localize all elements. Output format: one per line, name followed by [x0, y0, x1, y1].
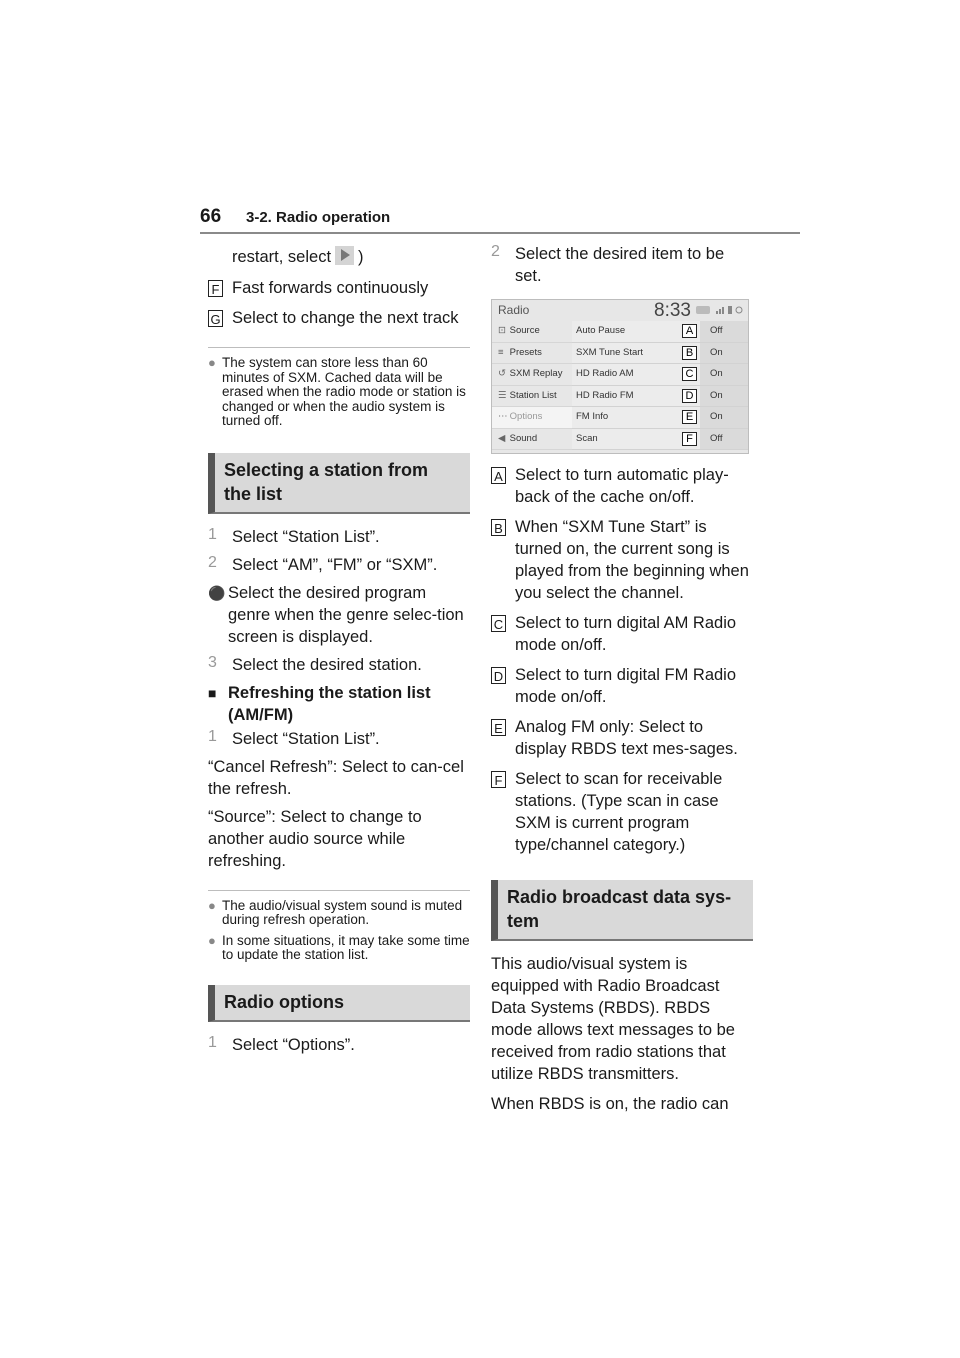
callout-e: E	[682, 410, 697, 424]
screen-clock: 8:33	[654, 300, 691, 321]
toggle-value[interactable]: On	[700, 386, 749, 407]
radio-options-screenshot	[491, 299, 749, 454]
option-row-fm-info[interactable]: FM Info E On	[572, 407, 749, 429]
note-block-1	[208, 347, 470, 429]
option-row-sxm-tune-start[interactable]: SXM Tune Start B On	[572, 343, 749, 365]
step-2-right: 2 Select the desired item to be set.	[491, 243, 725, 285]
option-row-hd-radio-am[interactable]: HD Radio AM C On	[572, 364, 749, 386]
item-f-right: F Select to scan for receivable stations. (Type scan in case SXM is current program type/channel category.)	[491, 768, 753, 856]
step-options-1: 1 Select “Options”.	[208, 1033, 355, 1054]
letter-badge-g: G	[208, 310, 223, 327]
menu-item-sound[interactable]: ◀ Sound	[492, 429, 572, 451]
menu-item-source[interactable]: ⊡ Source	[492, 321, 572, 343]
menu-item-sxm-replay[interactable]: ↺ SXM Replay	[492, 364, 572, 386]
signal-icon	[696, 304, 744, 316]
item-d: D Select to turn digital FM Radio mode on/off.	[491, 664, 753, 708]
option-row-scan[interactable]: Scan F Off	[572, 429, 749, 451]
step-1: 1 Select “Station List”.	[208, 525, 380, 546]
paragraph-rbds-on: When RBDS is on, the radio can	[491, 1095, 729, 1113]
heading-rbds: Radio broadcast data sys-tem	[491, 880, 753, 941]
status-icons	[696, 304, 744, 316]
paragraph-cancel-refresh: “Cancel Refresh”: Select to can-cel the refresh.	[208, 757, 464, 798]
item-b: B When “SXM Tune Start” is turned on, the current song is played from the beginning when you select the channel.	[491, 516, 753, 604]
subheading-refresh: ■ Refreshing the station list (AM/FM)	[208, 683, 431, 724]
note-item: ● In some situations, it may take some time to update the station list.	[208, 932, 470, 962]
step-2: 2 Select “AM”, “FM” or “SXM”.	[208, 553, 438, 574]
note-block-2	[208, 890, 470, 963]
letter-badge-b: B	[491, 519, 506, 536]
callout-b: B	[682, 346, 697, 360]
toggle-value[interactable]: On	[700, 343, 749, 364]
presets-icon: ≡	[498, 346, 504, 358]
item-e: E Analog FM only: Select to display RBDS text mes-sages.	[491, 716, 753, 760]
play-icon	[335, 246, 354, 265]
header-rule	[200, 232, 800, 234]
note-item: ● The audio/visual system sound is muted during refresh operation.	[208, 897, 463, 927]
left-column	[208, 246, 470, 1056]
screen-menu	[492, 321, 572, 450]
heading-selecting-station: Selecting a station from the list	[208, 453, 470, 514]
toggle-value[interactable]: Off	[700, 321, 749, 342]
list-icon: ☰	[498, 389, 507, 401]
page-number: 66	[200, 206, 222, 227]
item-c: C Select to turn digital AM Radio mode on/off.	[491, 612, 753, 656]
callout-a: A	[682, 324, 697, 338]
speaker-icon: ◀	[498, 432, 506, 444]
item-f: F Fast forwards continuously	[208, 277, 470, 299]
paragraph-rbds-intro: This audio/visual system is equipped with Radio Broadcast Data Systems (RBDS). RBDS mode allows text messages to be received from radio stations that utilize RBDS transmitters.	[491, 955, 735, 1083]
replay-icon: ↺	[498, 368, 506, 379]
letter-badge-f: F	[491, 771, 506, 788]
section-title: 3-2. Radio operation	[246, 209, 391, 226]
callout-f: F	[682, 432, 697, 446]
option-row-auto-pause[interactable]: Auto Pause A Off	[572, 321, 749, 343]
item-a: A Select to turn automatic play-back of the cache on/off.	[491, 464, 753, 508]
callout-c: C	[682, 367, 697, 381]
toggle-value[interactable]: On	[700, 364, 749, 385]
heading-radio-options: Radio options	[208, 985, 470, 1022]
note-item: ● The system can store less than 60 minutes of SXM. Cached data will be erased when the radio mode or station is changed or when the audio system is turned off.	[208, 355, 466, 428]
bullet-genre: ⚫ Select the desired program genre when the genre selec-tion screen is displayed.	[208, 583, 464, 646]
step-3: 3 Select the desired station.	[208, 653, 422, 674]
screen-title: Radio	[498, 303, 530, 317]
letter-badge-e: E	[491, 719, 506, 736]
menu-item-station-list[interactable]: ☰ Station List	[492, 386, 572, 408]
source-icon: ⊡	[498, 325, 506, 336]
paragraph-source: “Source”: Select to change to another audio source while refreshing.	[208, 807, 422, 870]
step-refresh-1: 1 Select “Station List”.	[208, 727, 380, 748]
option-row-hd-radio-fm[interactable]: HD Radio FM D On	[572, 386, 749, 408]
options-list	[572, 321, 749, 450]
menu-item-options[interactable]: ⋯ Options	[492, 407, 572, 429]
continued-text: restart, select )	[232, 248, 364, 266]
item-g: G Select to change the next track	[208, 307, 470, 329]
toggle-value[interactable]: Off	[700, 429, 749, 450]
letter-badge-a: A	[491, 467, 506, 484]
right-column	[491, 243, 753, 1115]
letter-badge-d: D	[491, 667, 506, 684]
callout-d: D	[682, 389, 697, 403]
letter-badge-f: F	[208, 280, 223, 297]
toggle-value[interactable]: On	[700, 407, 749, 428]
options-icon: ⋯	[498, 411, 508, 422]
menu-item-presets[interactable]: ≡ Presets	[492, 343, 572, 365]
letter-badge-c: C	[491, 615, 506, 632]
